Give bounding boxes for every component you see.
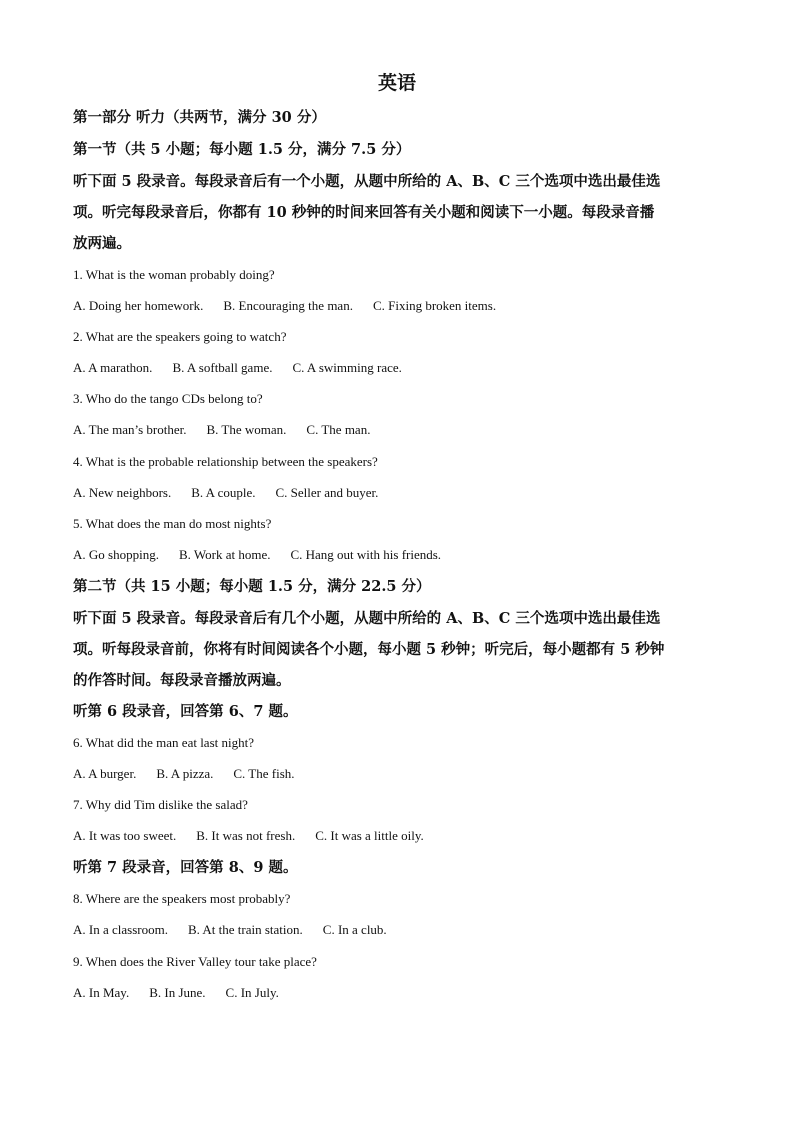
question-2-option-c: C. A swimming race.: [292, 360, 402, 375]
question-6-option-a: A. A burger.: [73, 766, 137, 781]
question-8-option-b: B. At the train station.: [187, 922, 303, 937]
question-7-option-a: A. It was too sweet.: [73, 828, 177, 843]
question-6-option-b: B. A pizza.: [156, 766, 214, 781]
question-1-options: [73, 297, 733, 315]
section2-instructions-line-1: 听下面 5 段录音。每段录音后有几个小题，从题中所给的 A、B、C 三个选项中选出最佳选: [73, 610, 661, 627]
section2-instructions-line-2: 项。听每段录音前，你将有时间阅读各个小题，每小题 5 秒钟；听完后，每小题都有 5 秒钟: [73, 641, 665, 658]
question-4-option-a: A. New neighbors.: [73, 485, 172, 500]
question-7-option-b: B. It was not fresh.: [196, 828, 296, 843]
question-2-option-b: B. A softball game.: [172, 360, 273, 375]
question-9-stem: 9. When does the River Valley tour take place?: [73, 954, 317, 969]
part1-heading: 第一部分 听力（共两节，满分 30 分）: [73, 109, 326, 126]
question-9-options: [73, 984, 733, 1002]
question-3-option-c: C. The man.: [306, 422, 371, 437]
question-1-option-b: B. Encouraging the man.: [223, 298, 353, 313]
question-9-option-b: B. In June.: [149, 985, 206, 1000]
question-8-options: [73, 921, 733, 939]
question-3-options: [73, 421, 733, 439]
question-4-options: [73, 484, 733, 502]
question-3-option-b: B. The woman.: [206, 422, 287, 437]
question-4-option-b: B. A couple.: [191, 485, 256, 500]
question-2-option-a: A. A marathon.: [73, 360, 153, 375]
question-6-option-c: C. The fish.: [233, 766, 295, 781]
question-6-options: [73, 765, 733, 783]
question-4-stem: 4. What is the probable relationship between the speakers?: [73, 454, 378, 469]
question-1-stem: 1. What is the woman probably doing?: [73, 267, 275, 282]
question-5-stem: 5. What does the man do most nights?: [73, 516, 272, 531]
question-9-option-c: C. In July.: [225, 985, 279, 1000]
question-4-option-c: C. Seller and buyer.: [275, 485, 379, 500]
question-7-option-c: C. It was a little oily.: [315, 828, 424, 843]
question-3-stem: 3. Who do the tango CDs belong to?: [73, 391, 263, 406]
question-7-stem: 7. Why did Tim dislike the salad?: [73, 797, 248, 812]
question-6-stem: 6. What did the man eat last night?: [73, 735, 254, 750]
question-5-option-c: C. Hang out with his friends.: [290, 547, 442, 562]
question-1-option-a: A. Doing her homework.: [73, 298, 204, 313]
question-2-stem: 2. What are the speakers going to watch?: [73, 329, 287, 344]
question-7-options: [73, 827, 733, 845]
question-8-option-a: A. In a classroom.: [73, 922, 168, 937]
question-9-option-a: A. In May.: [73, 985, 130, 1000]
page-title: 英语: [377, 72, 416, 94]
section1-heading: 第一节（共 5 小题；每小题 1.5 分，满分 7.5 分）: [73, 141, 411, 158]
question-8-stem: 8. Where are the speakers most probably?: [73, 891, 291, 906]
question-5-options: [73, 546, 733, 564]
question-5-option-a: A. Go shopping.: [73, 547, 159, 562]
section1-instructions-line-2: 项。听完每段录音后，你都有 10 秒钟的时间来回答有关小题和阅读下一小题。每段录音播: [73, 204, 655, 221]
question-1-option-c: C. Fixing broken items.: [372, 298, 497, 313]
passage-6-heading: 听第 6 段录音，回答第 6、7 题。: [73, 703, 298, 720]
passage-7-heading: 听第 7 段录音，回答第 8、9 题。: [73, 859, 298, 876]
question-8-option-c: C. In a club.: [322, 922, 387, 937]
section2-instructions-line-3: 的作答时间。每段录音播放两遍。: [73, 672, 291, 689]
question-3-option-a: A. The man’s brother.: [73, 422, 187, 437]
question-2-options: [73, 359, 733, 377]
question-5-option-b: B. Work at home.: [178, 547, 271, 562]
section2-heading: 第二节（共 15 小题；每小题 1.5 分，满分 22.5 分）: [73, 578, 431, 595]
section1-instructions-line-3: 放两遍。: [73, 235, 131, 252]
section1-instructions-line-1: 听下面 5 段录音。每段录音后有一个小题，从题中所给的 A、B、C 三个选项中选出最佳选: [73, 173, 661, 190]
